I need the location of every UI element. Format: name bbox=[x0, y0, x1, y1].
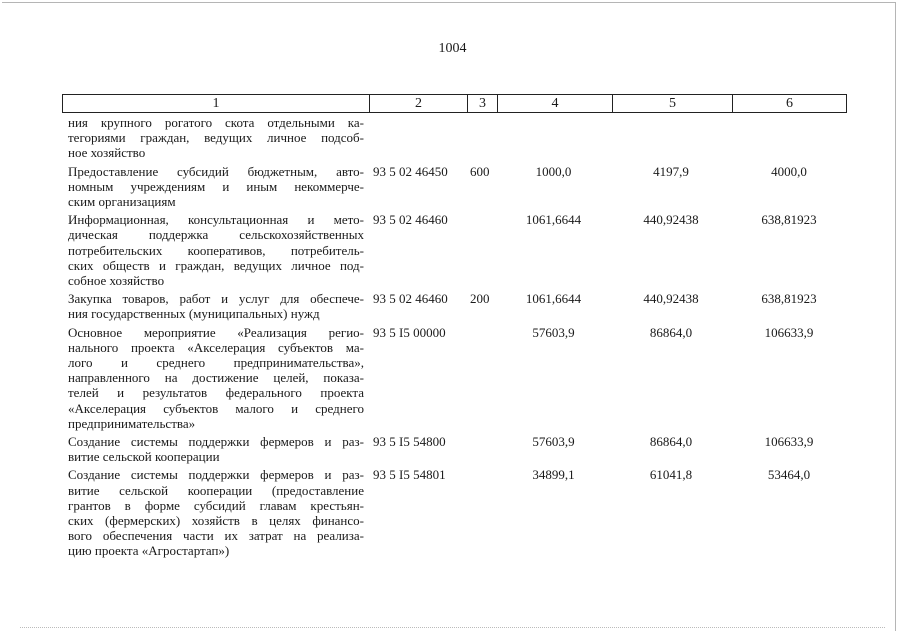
budget-code: 93 5 02 46450 bbox=[373, 163, 448, 179]
row-description bbox=[68, 434, 364, 464]
description-line: витие сельской кооперации bbox=[68, 449, 220, 465]
row-description bbox=[68, 212, 364, 288]
row-description bbox=[68, 325, 364, 431]
description-line: дическая поддержка сельскохозяйственных bbox=[68, 227, 364, 243]
description-line: нального проекта «Акселерация субъектов ма- bbox=[68, 339, 364, 355]
description-line: направленного на достижение целей, показа- bbox=[68, 370, 364, 386]
description-line: Закупка товаров, работ и услуг для обеспече- bbox=[68, 291, 364, 307]
description-line: потребительских кооперативов, потребитель- bbox=[68, 242, 364, 258]
page-number: 1004 bbox=[438, 41, 467, 56]
value-col-6: 106633,9 bbox=[764, 434, 814, 449]
expense-type: 600 bbox=[470, 163, 490, 179]
header-col-6: 6 bbox=[732, 95, 846, 112]
value-col-4: 1061,6644 bbox=[525, 212, 582, 228]
description-line: Создание системы поддержки фермеров и раз- bbox=[68, 467, 364, 483]
description-line: Информационная, консультационная и мето- bbox=[68, 212, 364, 228]
description-line: телей и результатов федерального проекта bbox=[68, 385, 364, 401]
description-line: ния крупного рогатого скота отдельными ка- bbox=[68, 115, 364, 130]
description-line: ских обществ и граждан, ведущих личное под- bbox=[68, 257, 364, 273]
description-line: Создание системы поддержки фермеров и раз- bbox=[68, 434, 364, 449]
description-line: ским организациям bbox=[68, 194, 176, 209]
description-line: лого и среднего предпринимательства», bbox=[68, 355, 364, 370]
description-line: цию проекта «Агростартап») bbox=[68, 543, 230, 559]
row-description bbox=[68, 291, 364, 321]
value-col-4: 1061,6644 bbox=[525, 291, 582, 307]
value-col-5: 86864,0 bbox=[649, 434, 693, 449]
row-description bbox=[68, 467, 364, 558]
description-line: тегориями граждан, ведущих личное подсоб- bbox=[68, 130, 364, 146]
value-col-4: 1000,0 bbox=[535, 163, 572, 179]
budget-code: 93 5 I5 54801 bbox=[373, 467, 446, 483]
value-col-5: 4197,9 bbox=[653, 163, 689, 179]
table-header bbox=[62, 94, 847, 113]
header-col-2: 2 bbox=[369, 95, 467, 112]
value-col-4: 57603,9 bbox=[532, 324, 575, 340]
description-line: ских (фермерских) хозяйств в целях финансо- bbox=[68, 513, 364, 528]
value-col-5: 440,92438 bbox=[643, 291, 699, 307]
description-line: Предоставление субсидий бюджетным, авто- bbox=[68, 163, 364, 179]
value-col-6: 638,81923 bbox=[761, 212, 817, 228]
description-line: ния государственных (муниципальных) нужд bbox=[68, 306, 320, 322]
description-line: Основное мероприятие «Реализация регио- bbox=[68, 324, 364, 340]
description-line: вого обеспечения части их затрат на реализа- bbox=[68, 528, 364, 544]
header-col-5: 5 bbox=[612, 95, 732, 112]
row-description bbox=[68, 115, 364, 161]
description-line: ное хозяйство bbox=[68, 145, 146, 161]
header-col-3: 3 bbox=[467, 95, 497, 112]
value-col-5: 86864,0 bbox=[649, 324, 693, 340]
value-col-6: 4000,0 bbox=[771, 163, 807, 179]
budget-code: 93 5 I5 00000 bbox=[373, 324, 446, 340]
header-col-1: 1 bbox=[212, 96, 220, 111]
value-col-4: 57603,9 bbox=[532, 434, 575, 449]
scan-artifact-line bbox=[20, 627, 885, 630]
header-col-4: 4 bbox=[497, 95, 612, 112]
description-line: собное хозяйство bbox=[68, 273, 165, 288]
description-line: номным учреждениям и иным некоммерче- bbox=[68, 178, 364, 194]
value-col-6: 638,81923 bbox=[761, 291, 817, 307]
value-col-5: 61041,8 bbox=[649, 467, 693, 483]
value-col-6: 106633,9 bbox=[764, 324, 814, 340]
description-line: предпринимательства» bbox=[68, 415, 196, 431]
description-line: витие сельской кооперации (предоставление bbox=[68, 482, 364, 498]
description-line: грантов в форме субсидий главам крестьян- bbox=[68, 497, 364, 513]
budget-code: 93 5 02 46460 bbox=[373, 291, 448, 307]
value-col-6: 53464,0 bbox=[767, 467, 811, 483]
row-description bbox=[68, 164, 364, 210]
budget-code: 93 5 I5 54800 bbox=[373, 434, 446, 449]
description-line: «Акселерация субъектов малого и среднего bbox=[68, 400, 364, 416]
value-col-5: 440,92438 bbox=[643, 212, 699, 228]
value-col-4: 34899,1 bbox=[532, 467, 575, 483]
expense-type: 200 bbox=[470, 291, 490, 307]
budget-code: 93 5 02 46460 bbox=[373, 212, 448, 228]
